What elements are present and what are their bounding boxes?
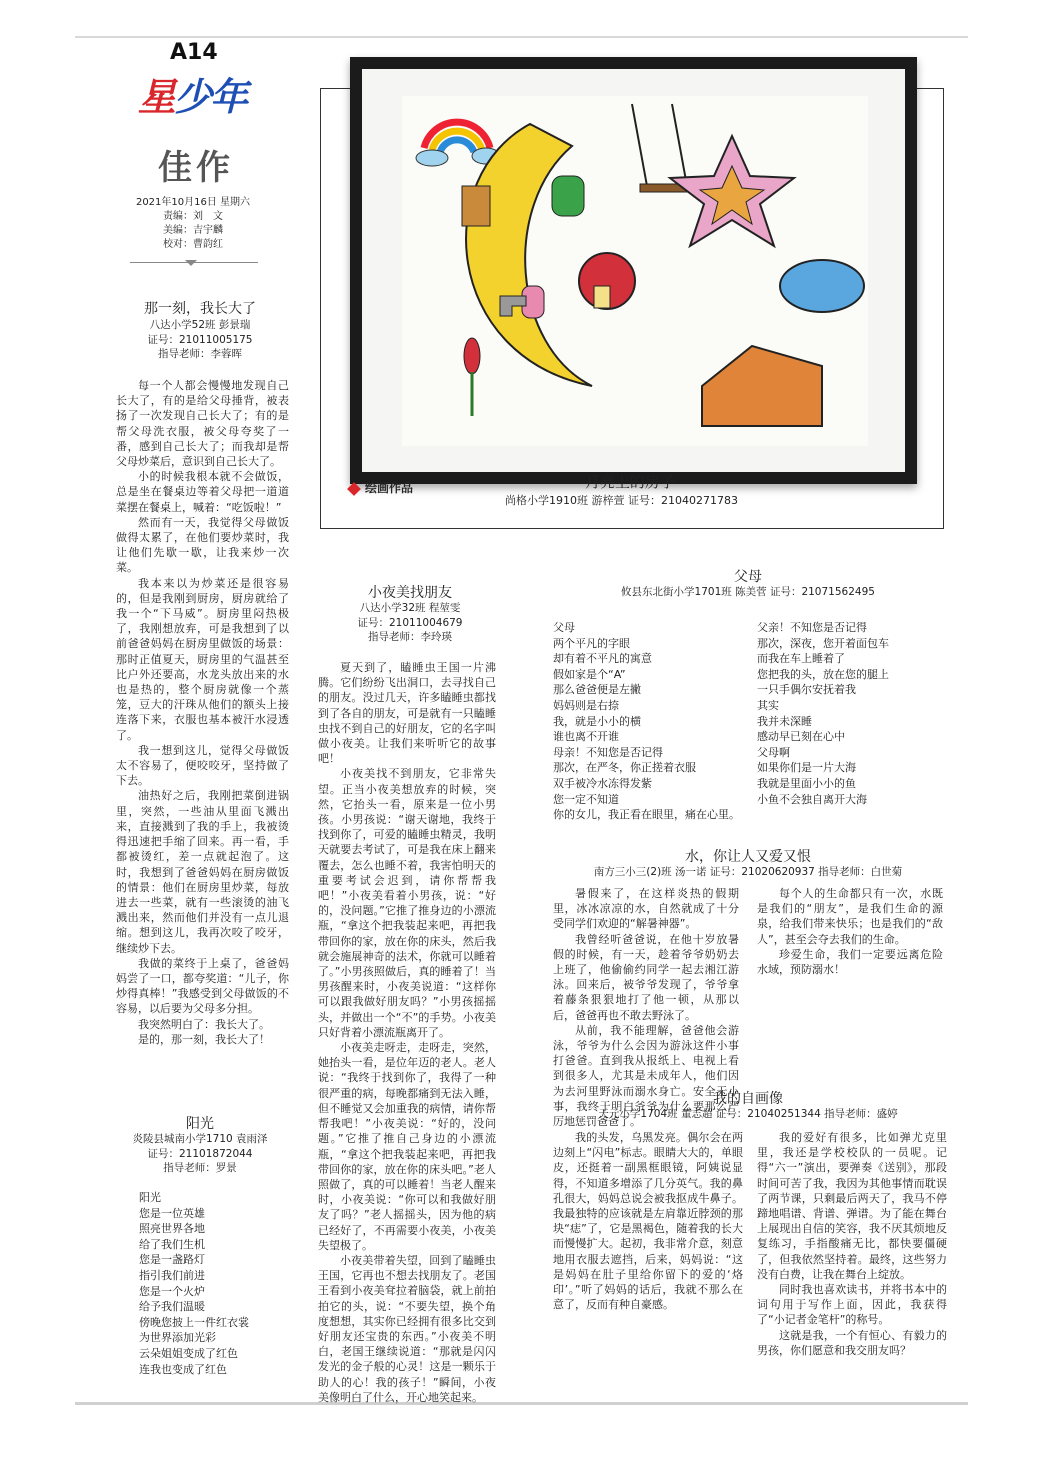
issue-date: 2021年10月16日 星期六 (135, 197, 251, 208)
article6-body-left: 我的头发，乌黑发亮。偶尔会在两边刻上“闪电”标志。眼睛大大的，单眼皮，还挺着一副黑框眼镜，阿姨说显得，不知道多增添了几分英气。我的鼻孔很大，妈妈总说会被我抠成牛鼻子。我最独特的应该就是左肩靠近脖颈的那块“痣”了，它是黑褐色，随着我的长大而慢慢扩大。起初，我非常介意，刻意地用衣服去遮挡，后来，妈妈说：“这是妈妈在肚子里给你留下的爱的‘烙印’。”听了妈妈的话后，我就不那么在意了，反而有种自豪感。 (553, 1131, 743, 1312)
article4-poem-right: 父亲！不知您是否记得 那次，深夜，您开着面包车 而我在车上睡着了 您把我的头，放在您的腿上 一只手偶尔安抚着我 其实 我并未深睡 感动早已刻在心中 父母啊 如果你们是一片大海 我就是里面小小的鱼 小鱼不会独自离开大海 (757, 621, 889, 806)
page-number: A14 (170, 40, 218, 65)
artwork-title: 月亮上的房子 (585, 473, 676, 491)
article6-byline: 天元小学1704班 董志超 证号：21040251344 指导老师：盛婷 (598, 1108, 898, 1120)
article4-poem-left: 父母 两个平凡的字眼 却有着不平凡的寓意 假如家是个“A” 那么爸爸便是左撇 妈妈则是右捺 我，就是小小的横 谁也离不开谁 母亲！不知您是否记得 那次，在严冬，你正搓着衣服 双手被冷水冻得发紫 您一定不知道 你的女儿，我正看在眼里，痛在心里。 (553, 621, 740, 822)
designer: 美编：吉宇麟 (163, 225, 223, 236)
article6-title: 我的自画像 (713, 1091, 783, 1107)
meta-divider-arrow (185, 260, 197, 266)
article6-body-right: 我的爱好有很多，比如弹尤克里里，我还是学校校队的一员呢。记得“六一”演出，要弹奏《送别》，那段时间可苦了我，我因为其他事情而耽误了两节课，只剩最后两天了，我马不停蹄地唱谱、背谱、弹谱。为了能在舞台上展现出自信的笑容，我不厌其烦地反复练习，手指酸痛无比，都快要僵硬了，但我依然坚持着。最终，这些努力没有白费，让我在舞台上绽放。 同时我也喜欢读书，并将书本中的词句用于写作上面，因此，我获得了“小记者金笔杆”的称号。 这就是我，一个有恒心、有毅力的男孩，你们愿意和我交朋友吗？ (757, 1131, 947, 1357)
article3-byline: 八达小学32班 程堃雯 证号：21011004679 指导老师：李玲瑛 (357, 602, 463, 643)
article2-title: 阳光 (186, 1116, 214, 1132)
article2-byline: 炎陵县城南小学1710 袁雨泽 证号：21101872044 指导老师：罗景 (132, 1133, 268, 1174)
article2-poem: 阳光 您是一位英雄 照亮世界各地 给了我们生机 您是一盏路灯 指引我们前进 您是一个火炉 给予我们温暖 傍晚您披上一件红衣裳 为世界添加光彩 云朵姐姐变成了红色 连我也变成了红色 (139, 1191, 249, 1376)
section-title: 佳作 (158, 148, 234, 188)
artwork-badge: 绘画作品 (347, 479, 413, 496)
article5-title: 水，你让人又爱又恨 (685, 849, 811, 865)
article1-title: 那一刻，我长大了 (144, 301, 256, 317)
article5-body-left: 暑假来了，在这样炎热的假期里，冰冰凉凉的水，自然就成了十分受同学们欢迎的“解暑神器”。 我曾经听爸爸说，在他十岁放暑假的时候，有一天，趁着爷爷奶奶去上班了，他偷偷约同学一起去湘江游泳。回来后，被爷爷发现了，爷爷拿着藤条狠狠地打了他一顿，从那以后，爸爸再也不敢去野泳了。 从前，我不能理解，爸爸他会游泳，爷爷为什么会因为游泳这件小事打爸爸。直到我从报纸上、电视上看到很多人，尤其是未成年人，他们因为去河里野泳而溺水身亡。安全无小事，我终于明白爷爷为什么要那么严厉地惩罚爸爸了。 (553, 887, 739, 1129)
bottom-rule (75, 1402, 968, 1405)
childrens-drawing (402, 96, 868, 446)
pencil-icon (347, 482, 361, 496)
artwork-author: 尚格小学1910班 游梓萱 证号：21040271783 (505, 494, 738, 507)
top-rule (75, 36, 968, 38)
article3-title: 小夜美找朋友 (368, 585, 452, 601)
article4-title: 父母 (734, 569, 762, 585)
article1-byline: 八达小学52班 彭景瑞 证号：21011005175 指导老师：李蓉晖 (147, 319, 253, 360)
issue-meta (118, 196, 268, 252)
brand-logo: 星少年 (138, 75, 247, 119)
editor: 责编：刘 文 (163, 211, 223, 222)
article1-body: 每一个人都会慢慢地发现自己长大了，有的是给父母捶背，被表扬了一次发现自己长大了；有的是帮父母洗衣服，被父母夸奖了一番，感到自己长大了；而我却是帮父母炒菜后，意识到自己长大了。 小的时候我根本就不会做饭，总是坐在餐桌边等着父母把一道道菜摆在餐桌上，喊着：“吃饭啦！” 然而有一天，我觉得父母做饭做得太累了，在他们要炒菜时，我让他们先歇一歇，让我来炒一次菜。 我本来以为炒菜还是很容易的，但是我刚到厨房，厨房就给了我一个“下马威”。厨房里闷热极了，我刚想放弃，可是我想到了以前爸爸妈妈在厨房里做饭的场景：那时正值夏天，厨房里的气温甚至比户外还要高，水龙头放出来的水也是热的，整个厨房就像一个蒸笼，豆大的汗珠从他们的额头上接连落下来，衣服也基本被汗水浸透了。 我一想到这儿，觉得父母做饭太不容易了，便咬咬牙，坚持做了下去。 油热好之后，我刚把菜倒进锅里，突然，一些油从里面飞溅出来，直接溅到了我的手上，我被烫得迅速把手缩了回来。再一看，手都被烫红，差一点就起泡了。这时，我想到了爸爸妈妈在厨房做饭的情景：他们在厨房里炒菜，每放进去一些菜，就有一些滚烫的油飞溅出来，然而他们并没有一点儿退缩。想到这儿，我再次咬了咬牙，继续炒下去。 我做的菜终于上桌了，爸爸妈妈尝了一口，都夸奖道：“儿子，你炒得真棒！”我感受到父母做饭的不容易，以后要为父母多分担。 我突然明白了：我长大了。 是的，那一刻，我长大了！ (116, 379, 289, 1046)
article4-byline: 攸县东北街小学1701班 陈美菅 证号：21071562495 (621, 586, 875, 598)
proofreader: 校对：曹韵红 (163, 239, 223, 250)
article3-body: 夏天到了，瞌睡虫王国一片沸腾。它们纷纷飞出洞口，去寻找自己的朋友。没过几天，许多瞌睡虫都找到了各自的朋友，可是就有一只瞌睡虫找不到自己的好朋友，它的名字叫做小夜美。让我们来听听它的故事吧！ 小夜美找不到朋友，它非常失望。正当小夜美想放弃的时候，突然，它抬头一看，原来是一位小男孩。小男孩说：“谢天谢地，我终于找到你了，可爱的瞌睡虫精灵，我明天就要去考试了，可是我在床上翻来覆去，怎么也睡不着，我害怕明天的重要考试会迟到，请你帮帮我吧！”小夜美看着小男孩，说：“好的，没问题。”它推了推身边的小漂流瓶，“拿这个把我装起来吧，再把我带回你的家，放在你的床头，然后我就会施展神奇的法术，你就可以睡着了。”小男孩照做后，真的睡着了！当男孩醒来时，小夜美说道：“这样你可以跟我做好朋友吗？”小男孩摇摇头，并做出一个“不”的手势。小夜美只好背着小漂流瓶离开了。 小夜美走呀走，走呀走，突然，她抬头一看，是位年迈的老人。老人说：“我终于找到你了，我得了一种很严重的病，每晚都痛到无法入睡，但不睡觉又会加重我的病情，请你帮帮我吧！”小夜美说：“好的，没问题。”它推了推自己身边的小漂流瓶，“拿这个把我装起来吧，再把我带回你的家，放在你的床头吧。”老人照做了，真的可以睡着！当老人醒来时，小夜美说：“你可以和我做好朋友了吗？”老人摇摇头，因为他的病已经好了，不再需要小夜美，小夜美失望极了。 小夜美带着失望，回到了瞌睡虫王国，它再也不想去找朋友了。老国王看到小夜美耷拉着脑袋，就上前拍拍它的头，说：“不要失望，换个角度想想，其实你已经拥有很多比交到好朋友还宝贵的东西。”小夜美不明白，老国王继续说道：“那就是闪闪发光的金子般的心灵！这是一颗乐于助人的心！我的孩子！”瞬间，小夜美像明白了什么，开心地笑起来。 (318, 661, 496, 1404)
article5-byline: 南方三小三(2)班 汤一诺 证号：21020620937 指导老师：白世菊 (593, 866, 903, 878)
drawing-svg (402, 96, 868, 446)
article5-body-right: 每个人的生命都只有一次，水既是我们的“朋友”，是我们生命的源泉，给我们带来快乐；也是我们的“敌人”，甚至会夺去我们的生命。 珍爱生命，我们一定要远离危险水域，预防溺水！ (757, 887, 943, 977)
